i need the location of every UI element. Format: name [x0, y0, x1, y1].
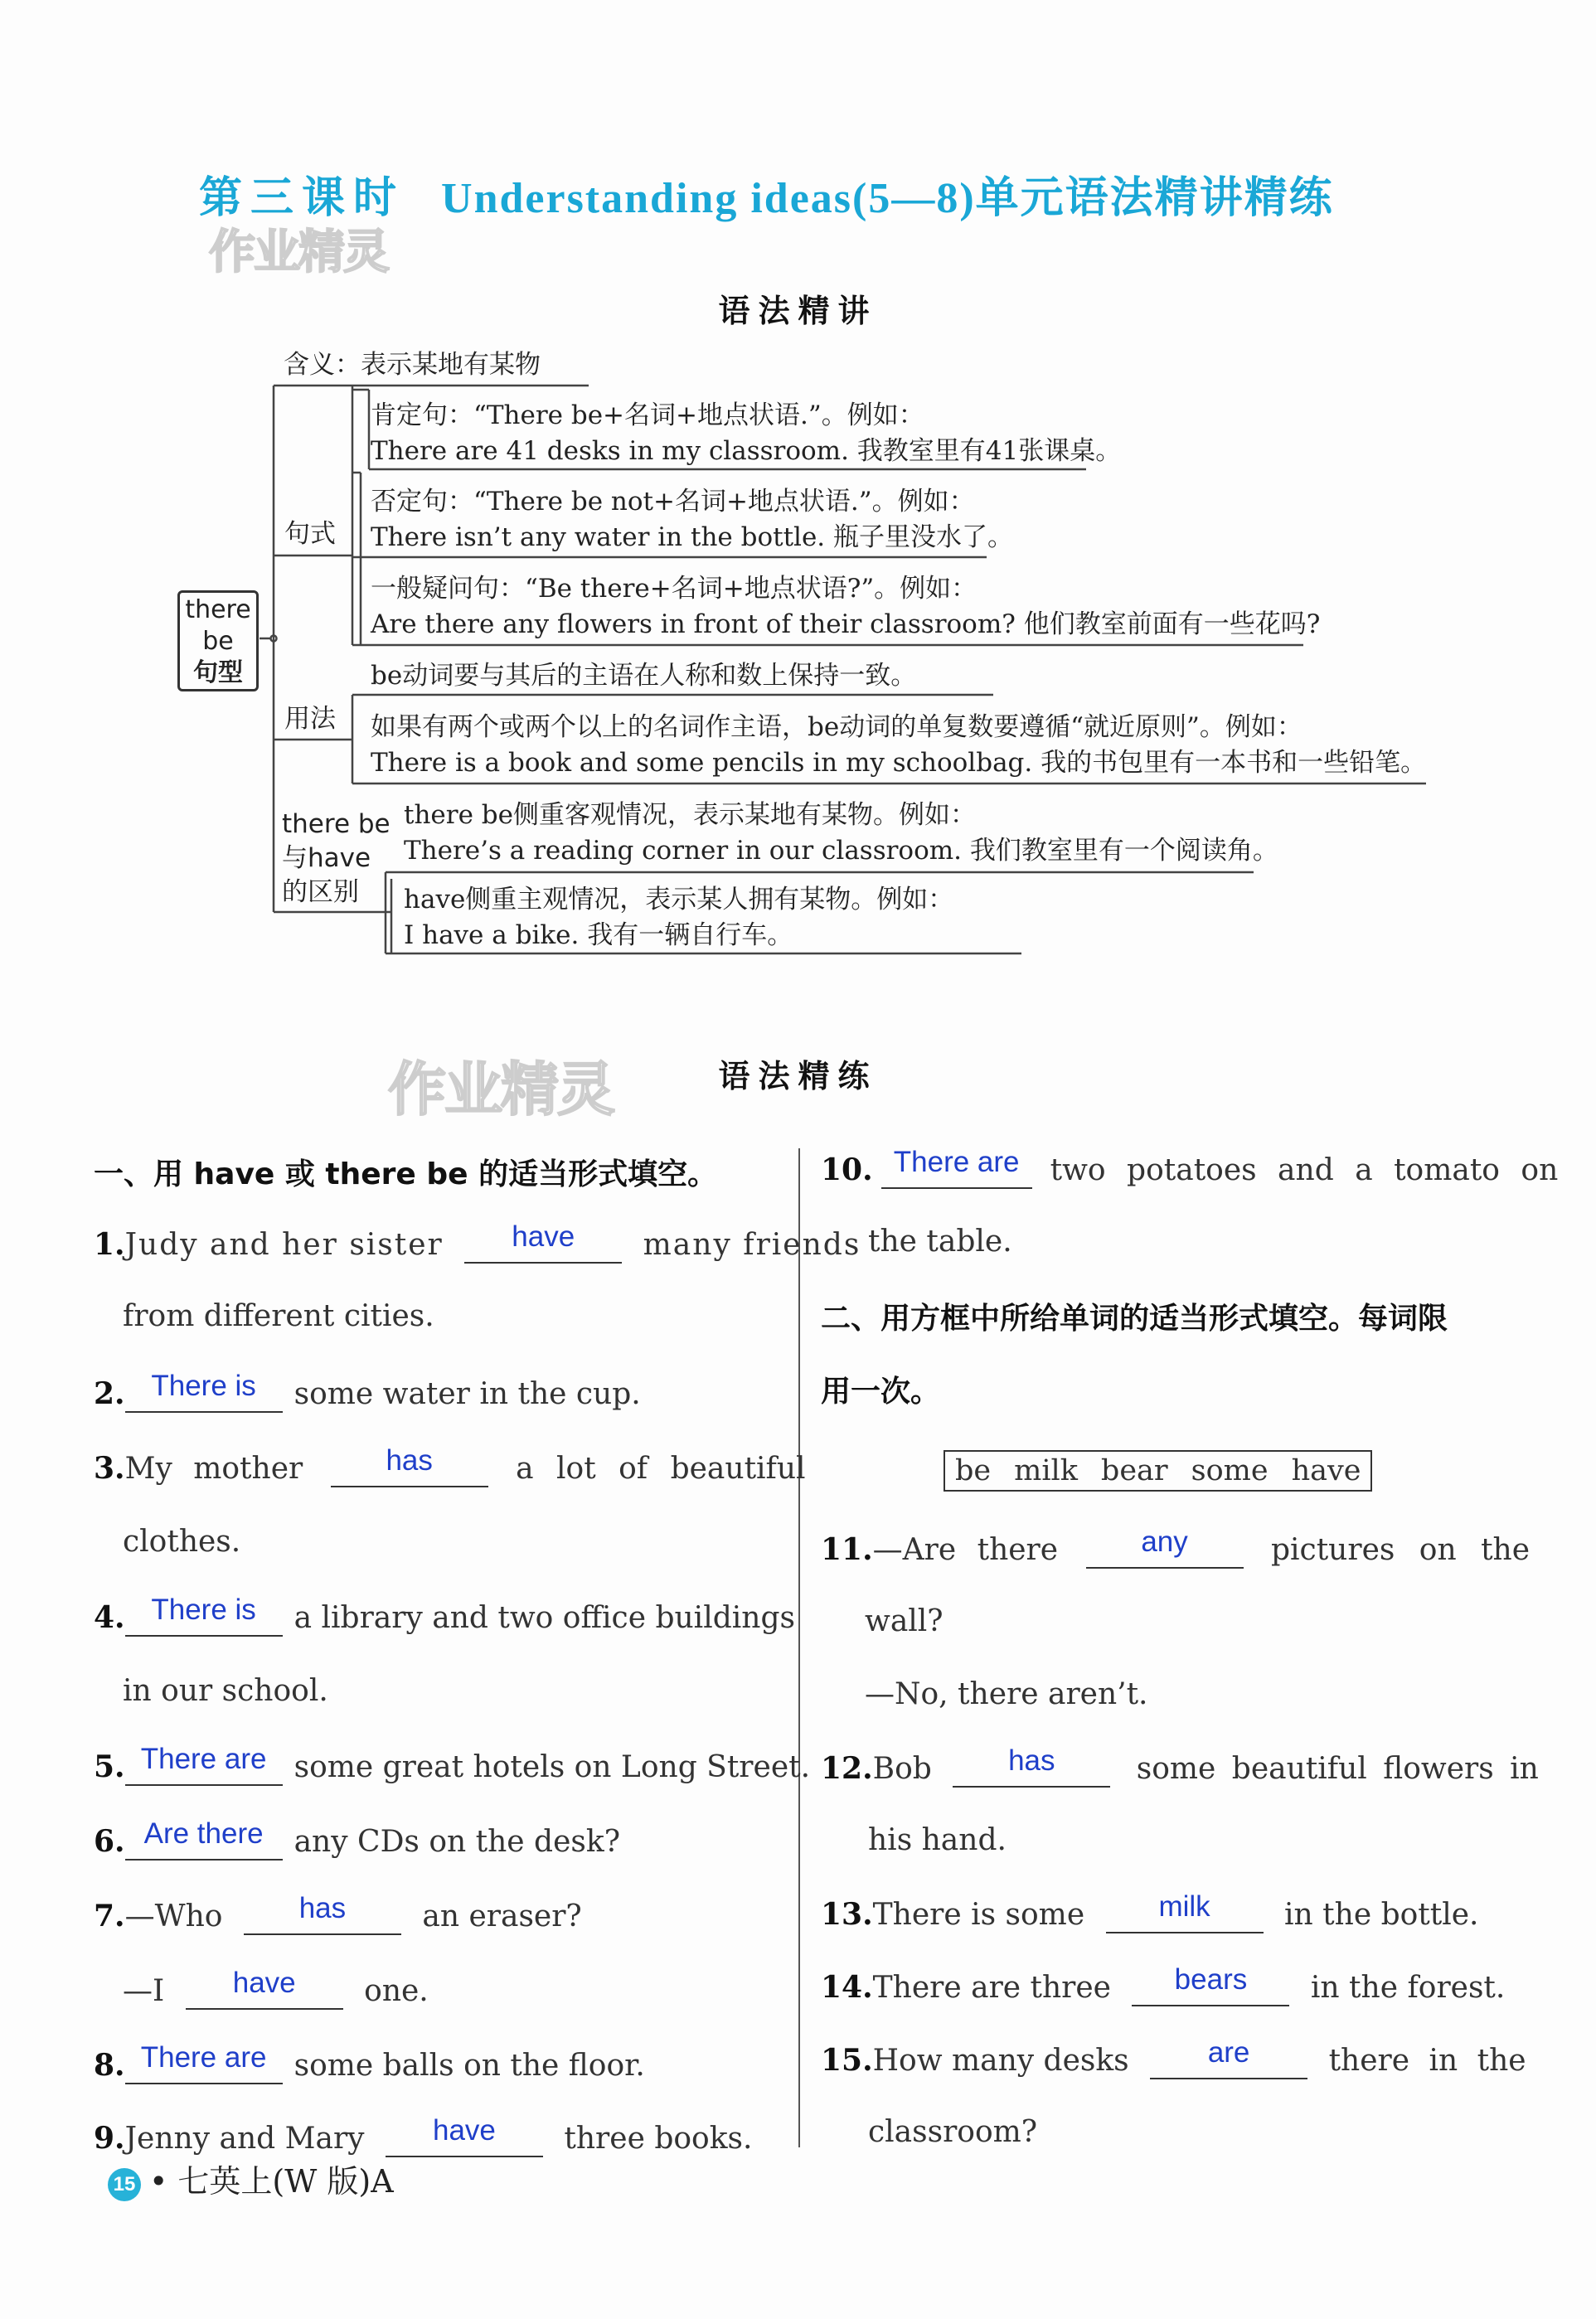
- question-text-before: My mother: [124, 1452, 303, 1486]
- question-11-reply: —No, there aren’t.: [865, 1677, 1148, 1711]
- section-1-instruction: 一、用 have 或 there be 的适当形式填空。: [94, 1157, 718, 1191]
- watermark-top: 作业精灵: [209, 226, 388, 279]
- answer-text: has: [386, 1444, 433, 1477]
- answer-text: milk: [1158, 1890, 1210, 1923]
- usage-rule-2: 如果有两个或两个以上的名词作主语，be动词的单复数要遵循“就近原则”。例如：: [371, 712, 1303, 742]
- negative-example: There isn’t any water in the bottle. 瓶子里没水了。: [371, 522, 1014, 552]
- answer-text: have: [433, 2114, 496, 2147]
- question-8: [94, 2041, 645, 2084]
- answer-blank[interactable]: [1106, 1890, 1264, 1933]
- question-number: 14.: [821, 1970, 873, 2005]
- question-text-after: three books.: [564, 2122, 753, 2156]
- negative-rule: 否定句：“There be not+名词+地点状语.”。例如：: [371, 487, 975, 517]
- question-text-before: Judy and her sister: [124, 1228, 444, 1262]
- difference-label-3: 的区别: [282, 877, 359, 907]
- question-text-after: a library and two office buildings: [293, 1601, 795, 1635]
- meaning-node: 含义：表示某地有某物: [284, 350, 541, 380]
- question-4-continuation: in our school.: [123, 1674, 328, 1708]
- question-text-after: an eraser?: [422, 1899, 582, 1933]
- question-text-after: some great hotels on Long Street.: [293, 1750, 811, 1784]
- answer-text: bears: [1174, 1963, 1248, 1996]
- question-text-after: pictures on the: [1270, 1533, 1531, 1567]
- question-9: [94, 2114, 753, 2157]
- question-example: Are there any flowers in front of their classroom? 他们教室前面有一些花吗?: [371, 609, 1321, 639]
- answer-blank[interactable]: [1132, 1963, 1289, 2006]
- answer-text: There is: [151, 1370, 256, 1402]
- lesson-title: Understanding ideas(5—8)单元语法精讲精练: [441, 175, 1334, 222]
- question-text-before: Bob: [872, 1752, 932, 1786]
- answer-text: There are: [140, 2041, 267, 2074]
- answer-text: has: [1008, 1744, 1055, 1777]
- answer-text: have: [512, 1220, 575, 1253]
- usage-example: There is a book and some pencils in my schoolbag. 我的书包里有一本书和一些铅笔。: [371, 748, 1427, 778]
- word-box-item: be: [955, 1454, 992, 1487]
- there-be-rule: there be侧重客观情况，表示某地有某物。例如：: [404, 800, 976, 830]
- question-2: [94, 1370, 641, 1413]
- section-2-instruction-line-2: 用一次。: [821, 1375, 941, 1409]
- difference-label-2: 与have: [282, 843, 371, 873]
- answer-blank[interactable]: [331, 1444, 488, 1487]
- question-text-before: How many desks: [872, 2044, 1129, 2078]
- book-label: 七英上(W 版)A: [177, 2163, 394, 2200]
- grammar-explanation-heading: 语法精讲: [718, 293, 878, 329]
- question-11: [821, 1526, 1531, 1569]
- answer-blank[interactable]: [464, 1220, 622, 1264]
- question-15: [821, 2036, 1526, 2079]
- page-number-badge: 15: [108, 2168, 141, 2201]
- question-number: 15.: [821, 2043, 873, 2078]
- answer-text: any: [1141, 1526, 1188, 1558]
- answer-blank[interactable]: [881, 1146, 1032, 1189]
- question-13: [821, 1890, 1479, 1933]
- root-line-3: 句型: [193, 658, 243, 687]
- watermark-middle: 作业精灵: [388, 1055, 614, 1123]
- question-14: [821, 1963, 1506, 2006]
- root-line-1: there: [185, 595, 251, 624]
- page-footer: [108, 2162, 394, 2201]
- affirmative-example: There are 41 desks in my classroom. 我教室里有41张课桌。: [371, 436, 1122, 466]
- lesson-label: 第三课时: [199, 175, 405, 222]
- question-text-after: there in the: [1328, 2044, 1526, 2078]
- question-6: [94, 1817, 620, 1861]
- word-box-item: some: [1191, 1454, 1269, 1487]
- question-text-after: many friends: [643, 1228, 861, 1262]
- reply-text-after: one.: [364, 1974, 429, 2008]
- question-text-before: There are three: [872, 1971, 1111, 2005]
- question-text-after: a lot of beautiful: [516, 1452, 806, 1486]
- answer-blank[interactable]: [125, 2041, 283, 2084]
- answer-blank[interactable]: [244, 1892, 401, 1935]
- answer-blank[interactable]: [125, 1743, 283, 1786]
- answer-text: are: [1207, 2036, 1250, 2069]
- question-number: 11.: [821, 1532, 873, 1567]
- answer-text: have: [232, 1967, 296, 1999]
- answer-blank[interactable]: [1086, 1526, 1244, 1569]
- question-number: 2.: [94, 1376, 125, 1411]
- question-10: [821, 1146, 1559, 1189]
- word-box-item: bear: [1100, 1454, 1168, 1487]
- difference-label-1: there be: [282, 809, 391, 839]
- question-3-continuation: clothes.: [123, 1525, 241, 1559]
- usage-label: 用法: [284, 704, 336, 734]
- there-be-example: There’s a reading corner in our classroom. 我们教室里有一个阅读角。: [404, 836, 1278, 866]
- question-text-before: —Are there: [872, 1533, 1059, 1567]
- answer-blank[interactable]: [386, 2114, 543, 2157]
- sentence-pattern-label: 句式: [284, 519, 336, 549]
- question-text-before: Jenny and Mary: [124, 2122, 365, 2156]
- question-12: [821, 1744, 1539, 1788]
- question-number: 6.: [94, 1824, 125, 1859]
- question-number: 5.: [94, 1749, 125, 1784]
- question-text-after: some balls on the floor.: [293, 2049, 645, 2083]
- root-line-2: be: [202, 627, 234, 656]
- question-text-after: some beautiful flowers in: [1136, 1752, 1539, 1786]
- answer-blank[interactable]: [125, 1817, 283, 1861]
- question-number: 4.: [94, 1600, 125, 1635]
- usage-rule-1: be动词要与其后的主语在人称和数上保持一致。: [371, 661, 917, 691]
- answer-blank[interactable]: [125, 1370, 283, 1413]
- question-text-before: —Who: [124, 1899, 223, 1933]
- have-example: I have a bike. 我有一辆自行车。: [404, 920, 793, 950]
- question-text-after: two potatoes and a tomato on: [1050, 1153, 1559, 1187]
- word-box-item: have: [1291, 1454, 1361, 1487]
- footer-separator: •: [149, 2163, 168, 2200]
- answer-text: There are: [140, 1743, 267, 1775]
- answer-text: There are: [893, 1146, 1020, 1178]
- grammar-practice-heading: 语法精练: [718, 1058, 878, 1094]
- column-divider: [798, 1148, 800, 2147]
- answer-text: There is: [151, 1594, 256, 1626]
- question-number: 1.: [94, 1227, 125, 1262]
- question-text-after: in the forest.: [1310, 1971, 1506, 2005]
- question-rule: 一般疑问句：“Be there+名词+地点状语?”。例如：: [371, 574, 977, 604]
- question-1-continuation: from different cities.: [123, 1299, 434, 1333]
- answer-blank[interactable]: [953, 1744, 1110, 1788]
- question-number: 3.: [94, 1451, 125, 1486]
- word-box: [944, 1450, 1372, 1492]
- question-5: [94, 1743, 811, 1786]
- question-12-continuation: his hand.: [868, 1823, 1007, 1857]
- question-number: 12.: [821, 1751, 873, 1786]
- reply-text-before: —I: [123, 1974, 165, 2008]
- affirmative-rule: 肯定句：“There be+名词+地点状语.”。例如：: [371, 400, 924, 430]
- question-text-after: in the bottle.: [1284, 1898, 1479, 1932]
- answer-blank[interactable]: [186, 1967, 343, 2010]
- question-15-continuation: classroom?: [868, 2115, 1038, 2149]
- answer-blank[interactable]: [1150, 2036, 1307, 2079]
- question-11-continuation: wall?: [865, 1604, 944, 1638]
- word-box-item: milk: [1014, 1454, 1078, 1487]
- question-4: [94, 1594, 795, 1637]
- question-3: [94, 1444, 806, 1487]
- root-node-there-be: [177, 590, 259, 691]
- have-rule: have侧重主观情况，表示某人拥有某物。例如：: [404, 885, 954, 915]
- answer-blank[interactable]: [125, 1594, 283, 1637]
- section-2-instruction-line-1: 二、用方框中所给单词的适当形式填空。每词限: [821, 1302, 1448, 1336]
- question-number: 10.: [821, 1152, 873, 1187]
- question-number: 13.: [821, 1897, 873, 1932]
- question-number: 9.: [94, 2121, 125, 2156]
- answer-text: has: [298, 1892, 347, 1924]
- question-number: 8.: [94, 2048, 125, 2083]
- question-7: [94, 1892, 582, 1935]
- question-10-continuation: the table.: [868, 1225, 1012, 1259]
- question-1: [94, 1220, 861, 1264]
- question-number: 7.: [94, 1899, 125, 1933]
- answer-text: Are there: [143, 1817, 264, 1850]
- question-text-after: some water in the cup.: [293, 1377, 641, 1411]
- question-text-after: any CDs on the desk?: [293, 1825, 620, 1859]
- question-7-reply: [123, 1967, 429, 2010]
- question-text-before: There is some: [872, 1898, 1085, 1932]
